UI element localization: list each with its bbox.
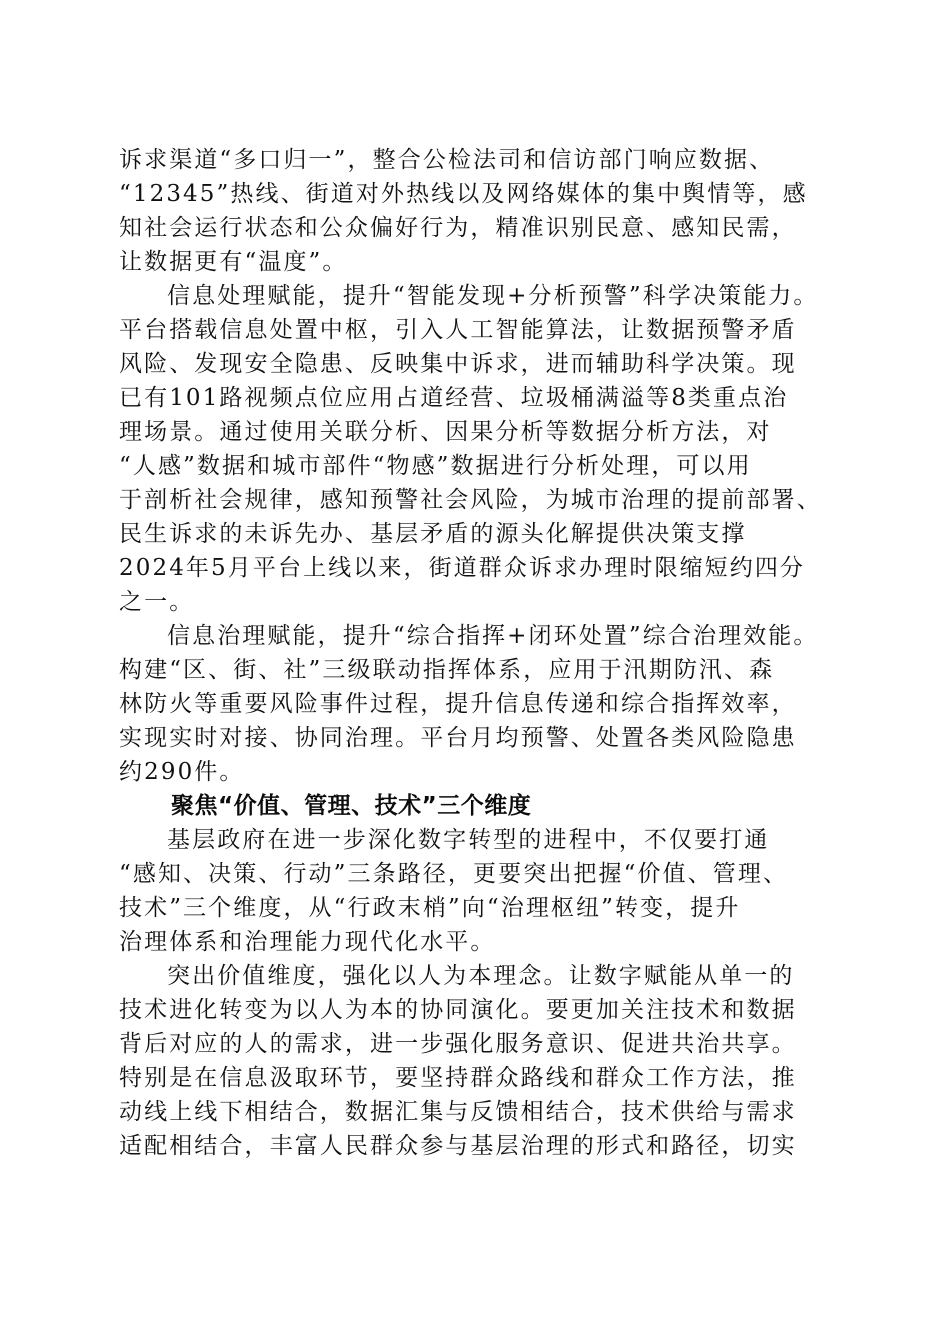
body-line: 让数据更有“温度”。: [119, 249, 348, 275]
body-line: 诉求渠道“多口归一”，整合公检法司和信访部门响应数据、: [119, 147, 775, 173]
body-line: 知社会运行状态和公众偏好行为，精准识别民意、感知民需，: [119, 215, 797, 241]
body-line: 于剖析社会规律，感知预警社会风险，为城市治理的提前部署、: [119, 487, 822, 513]
paragraph-first-line: 突出价值维度，强化以人为本理念。让数字赋能从单一的: [167, 963, 795, 989]
body-line: 动线上线下相结合，数据汇集与反馈相结合，技术供给与需求: [119, 1099, 797, 1125]
body-line: 2024年5月平台上线以来，街道群众诉求办理时限缩短约四分: [119, 555, 806, 581]
body-line: 风险、发现安全隐患、反映集中诉求，进而辅助科学决策。现: [119, 351, 797, 377]
paragraph-first-line: 信息处理赋能，提升“智能发现+分析预警”科学决策能力。: [167, 283, 819, 309]
body-line: 平台搭载信息处置中枢，引入人工智能算法，让数据预警矛盾: [119, 317, 797, 343]
body-line: 构建“区、街、社”三级联动指挥体系，应用于汛期防汛、森: [119, 657, 775, 683]
body-line: “感知、决策、行动”三条路径，更要突出把握“价值、管理、: [119, 861, 789, 887]
body-line: 约290件。: [119, 759, 245, 785]
body-line: 民生诉求的未诉先办、基层矛盾的源头化解提供决策支撑: [119, 521, 747, 547]
body-line: 技术”三个维度，从“行政末梢”向“治理枢纽”转变，提升: [119, 895, 741, 921]
body-line: “人感”数据和城市部件“物感”数据进行分析处理，可以用: [119, 453, 752, 479]
document-body: [119, 143, 831, 1163]
body-line: 背后对应的人的需求，进一步强化服务意识、促进共治共享。: [119, 1031, 797, 1057]
body-line: 治理体系和治理能力现代化水平。: [119, 929, 496, 955]
paragraph-first-line: 基层政府在进一步深化数字转型的进程中，不仅要打通: [167, 827, 770, 853]
body-line: “12345”热线、街道对外热线以及网络媒体的集中舆情等，感: [119, 181, 808, 207]
body-line: 已有101路视频点位应用占道经营、垃圾桶满溢等8类重点治: [119, 385, 789, 411]
paragraph-first-line: 信息治理赋能，提升“综合指挥+闭环处置”综合治理效能。: [167, 623, 819, 649]
body-line: 适配相结合，丰富人民群众参与基层治理的形式和路径，切实: [119, 1133, 797, 1159]
body-line: 技术进化转变为以人为本的协同演化。要更加关注技术和数据: [119, 997, 797, 1023]
body-line: 林防火等重要风险事件过程，提升信息传递和综合指挥效率，: [119, 691, 797, 717]
body-line: 特别是在信息汲取环节，要坚持群众路线和群众工作方法，推: [119, 1065, 797, 1091]
body-line: 理场景。通过使用关联分析、因果分析等数据分析方法，对: [119, 419, 772, 445]
body-line: 之一。: [119, 589, 195, 615]
section-heading: 聚焦“价值、管理、技术”三个维度: [171, 793, 532, 819]
body-line: 实现实时对接、协同治理。平台月均预警、处置各类风险隐患: [119, 725, 797, 751]
